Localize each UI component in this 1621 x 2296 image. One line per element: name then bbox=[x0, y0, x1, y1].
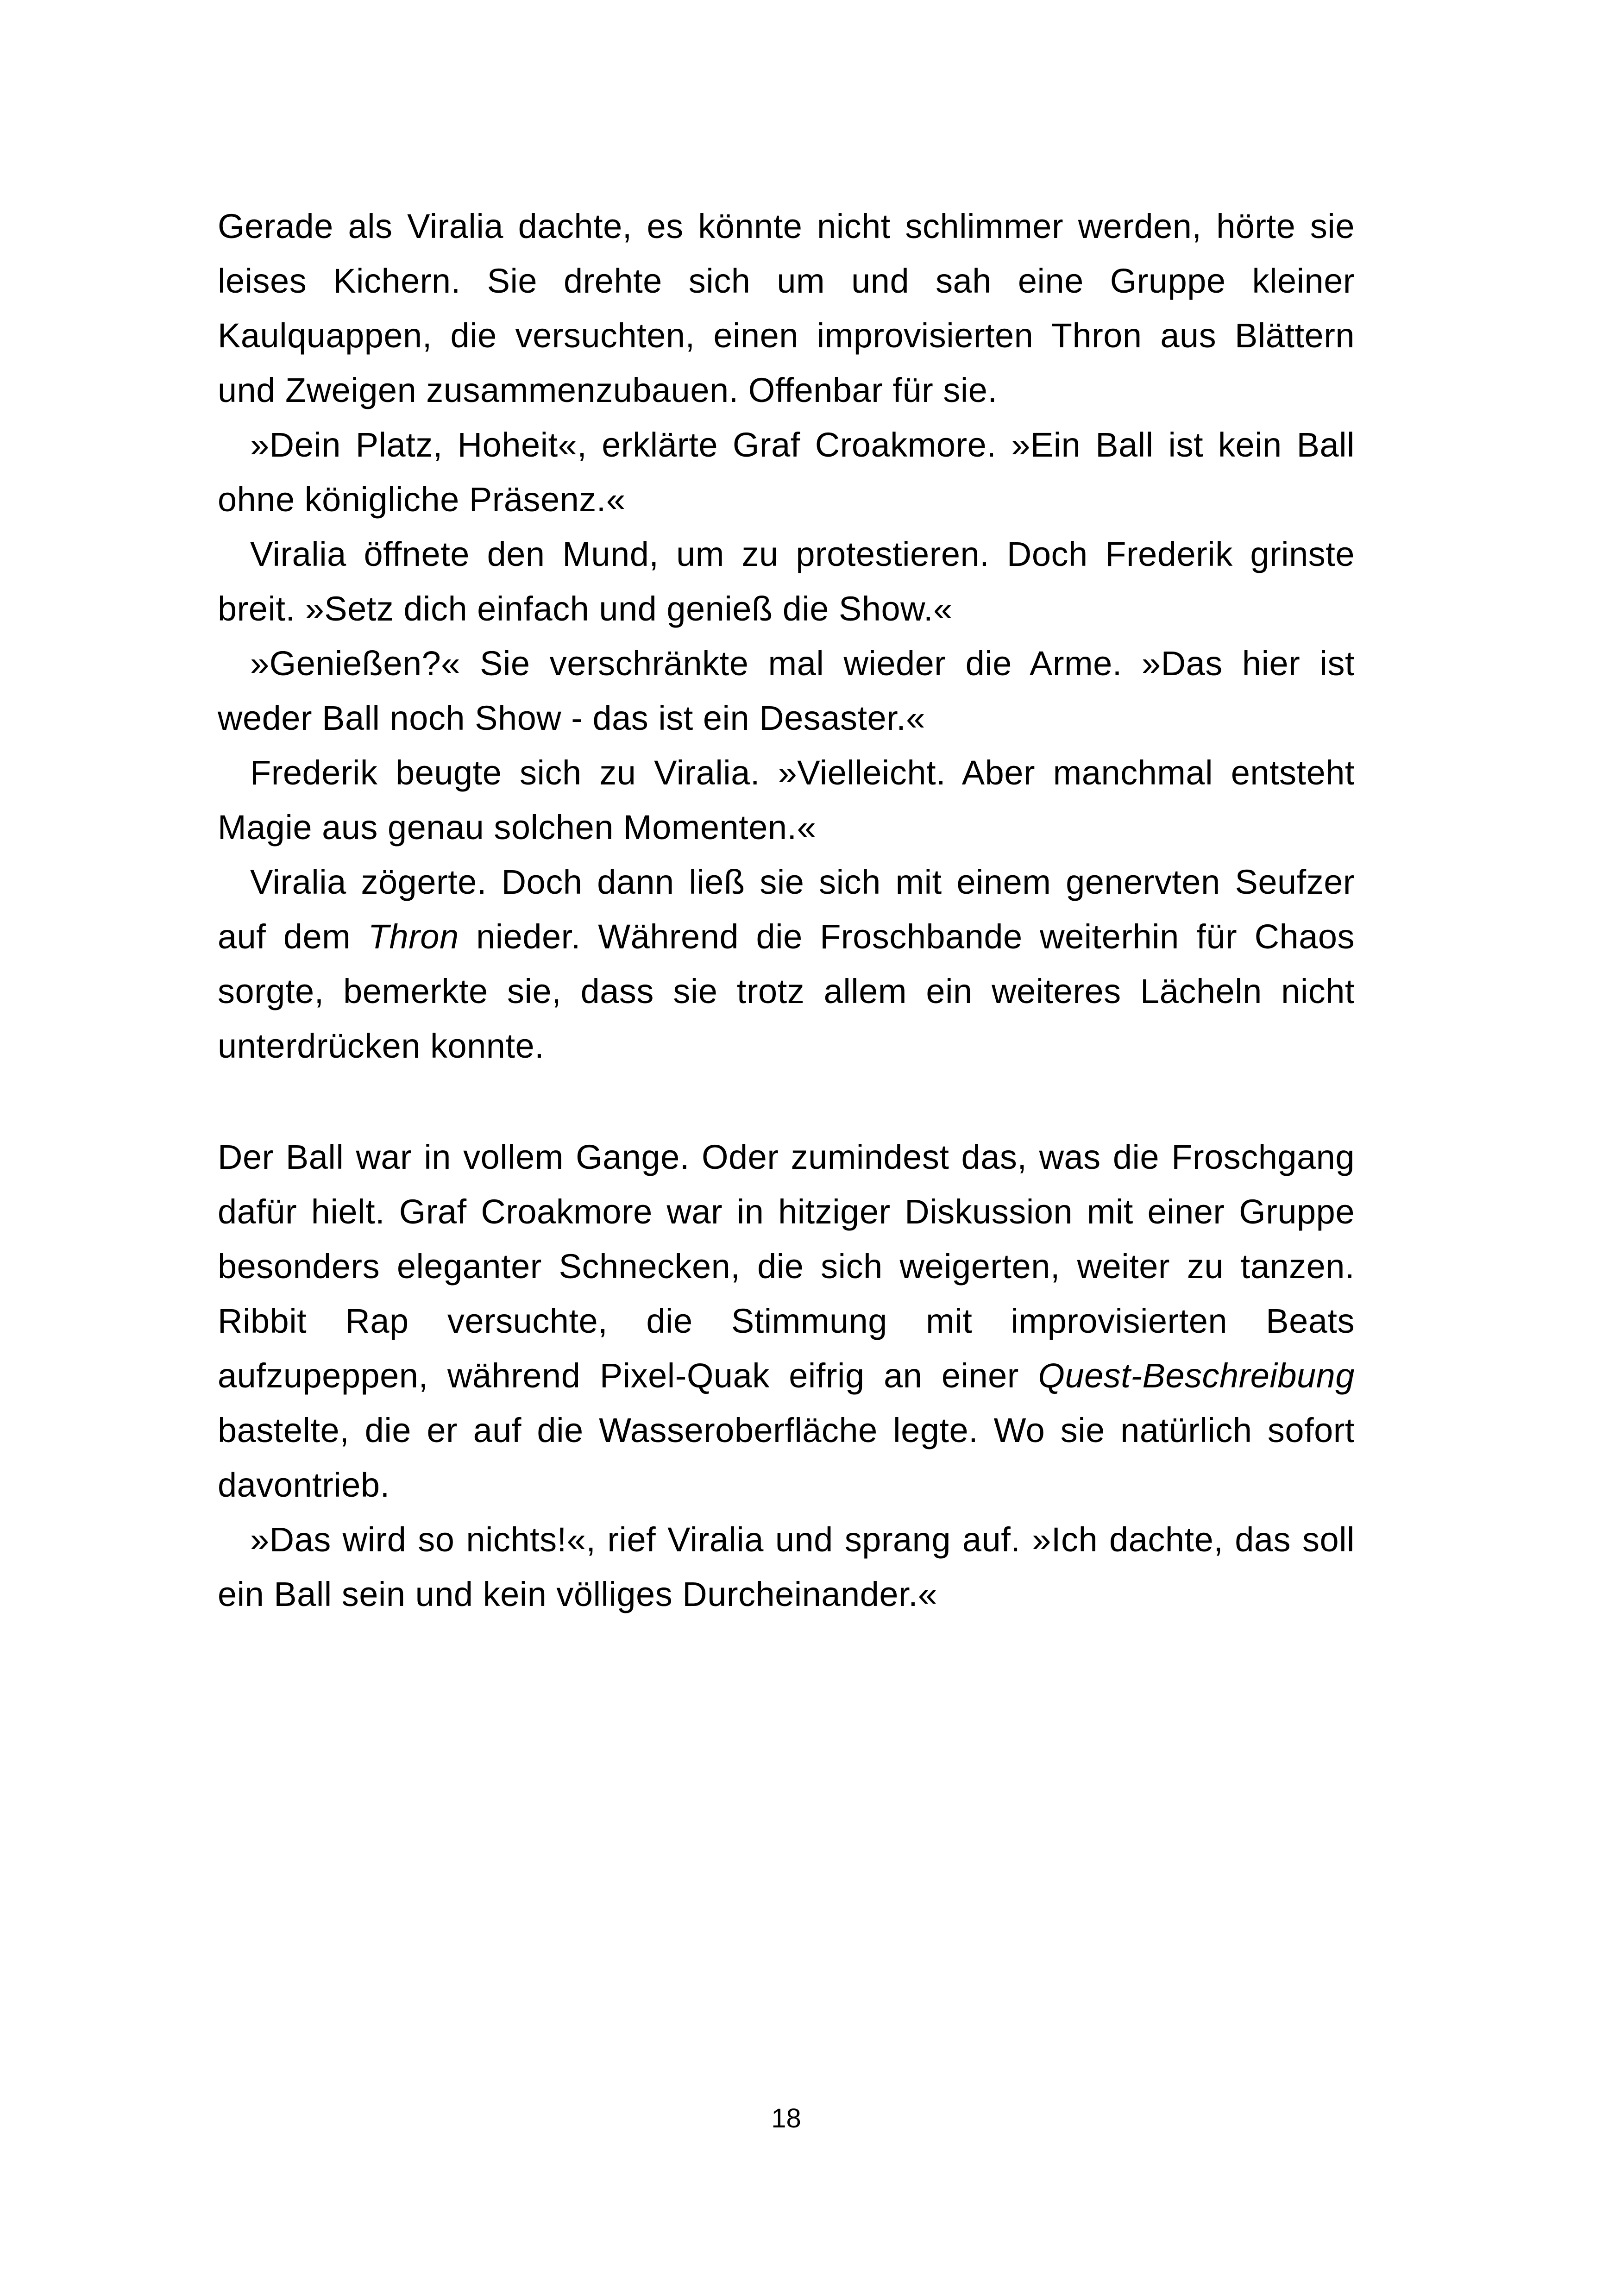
paragraph bbox=[218, 1130, 1355, 1512]
paragraph bbox=[218, 527, 1355, 636]
paragraph bbox=[218, 418, 1355, 527]
page-number: 18 bbox=[771, 2103, 801, 2133]
text-run: Viralia öffnete den Mund, um zu protestieren. Doch Frederik grinste breit. »Setz dich einfach und genieß die Show.« bbox=[218, 535, 1355, 628]
text-run: Viralia zögerte. Doch dann ließ sie sich mit einem genervten Seufzer auf dem bbox=[218, 863, 1355, 956]
text-block bbox=[218, 199, 1355, 1622]
text-run: »Das wird so nichts!«, rief Viralia und sprang auf. »Ich dachte, das soll ein Ball sein und kein völliges Durcheinander.« bbox=[218, 1520, 1355, 1613]
text-run: Der Ball war in vollem Gange. Oder zumindest das, was die Froschgang dafür hielt. Graf Croakmore war in hitziger Diskussion mit einer Gruppe besonders eleganter Schnecken, die sich weigerten, weiter zu tanzen. Ribbit Rap versuchte, die Stimmung mit improvisierten Beats aufzupeppen, während Pixel-Quak eifrig an einer bbox=[218, 1138, 1355, 1395]
paragraph bbox=[218, 636, 1355, 746]
paragraph bbox=[218, 746, 1355, 855]
italic-text-run: Thron bbox=[368, 917, 459, 956]
text-run: »Genießen?« Sie verschränkte mal wieder die Arme. »Das hier ist weder Ball noch Show - das ist ein Desaster.« bbox=[218, 644, 1355, 737]
italic-text-run: Quest-Beschreibung bbox=[1038, 1356, 1355, 1395]
text-run: »Dein Platz, Hoheit«, erklärte Graf Croakmore. »Ein Ball ist kein Ball ohne königliche Präsenz.« bbox=[218, 426, 1355, 519]
text-run: Gerade als Viralia dachte, es könnte nicht schlimmer werden, hörte sie leises Kichern. Sie drehte sich um und sah eine Gruppe kleiner Kaulquappen, die versuchten, einen improvisierten Thron aus Blättern und Zweigen zusammenzubauen. Offenbar für sie. bbox=[218, 207, 1355, 409]
paragraph bbox=[218, 1512, 1355, 1622]
text-run: nieder. Während die Froschbande weiterhin für Chaos sorgte, bemerkte sie, dass sie trotz allem ein weiteres Lächeln nicht unterdrücken konnte. bbox=[218, 917, 1355, 1065]
paragraph bbox=[218, 855, 1355, 1073]
text-run: bastelte, die er auf die Wasseroberfläche legte. Wo sie natürlich sofort davontrieb. bbox=[218, 1411, 1355, 1504]
text-run: Frederik beugte sich zu Viralia. »Vielleicht. Aber manchmal entsteht Magie aus genau solchen Momenten.« bbox=[218, 753, 1355, 847]
paragraph bbox=[218, 199, 1355, 418]
